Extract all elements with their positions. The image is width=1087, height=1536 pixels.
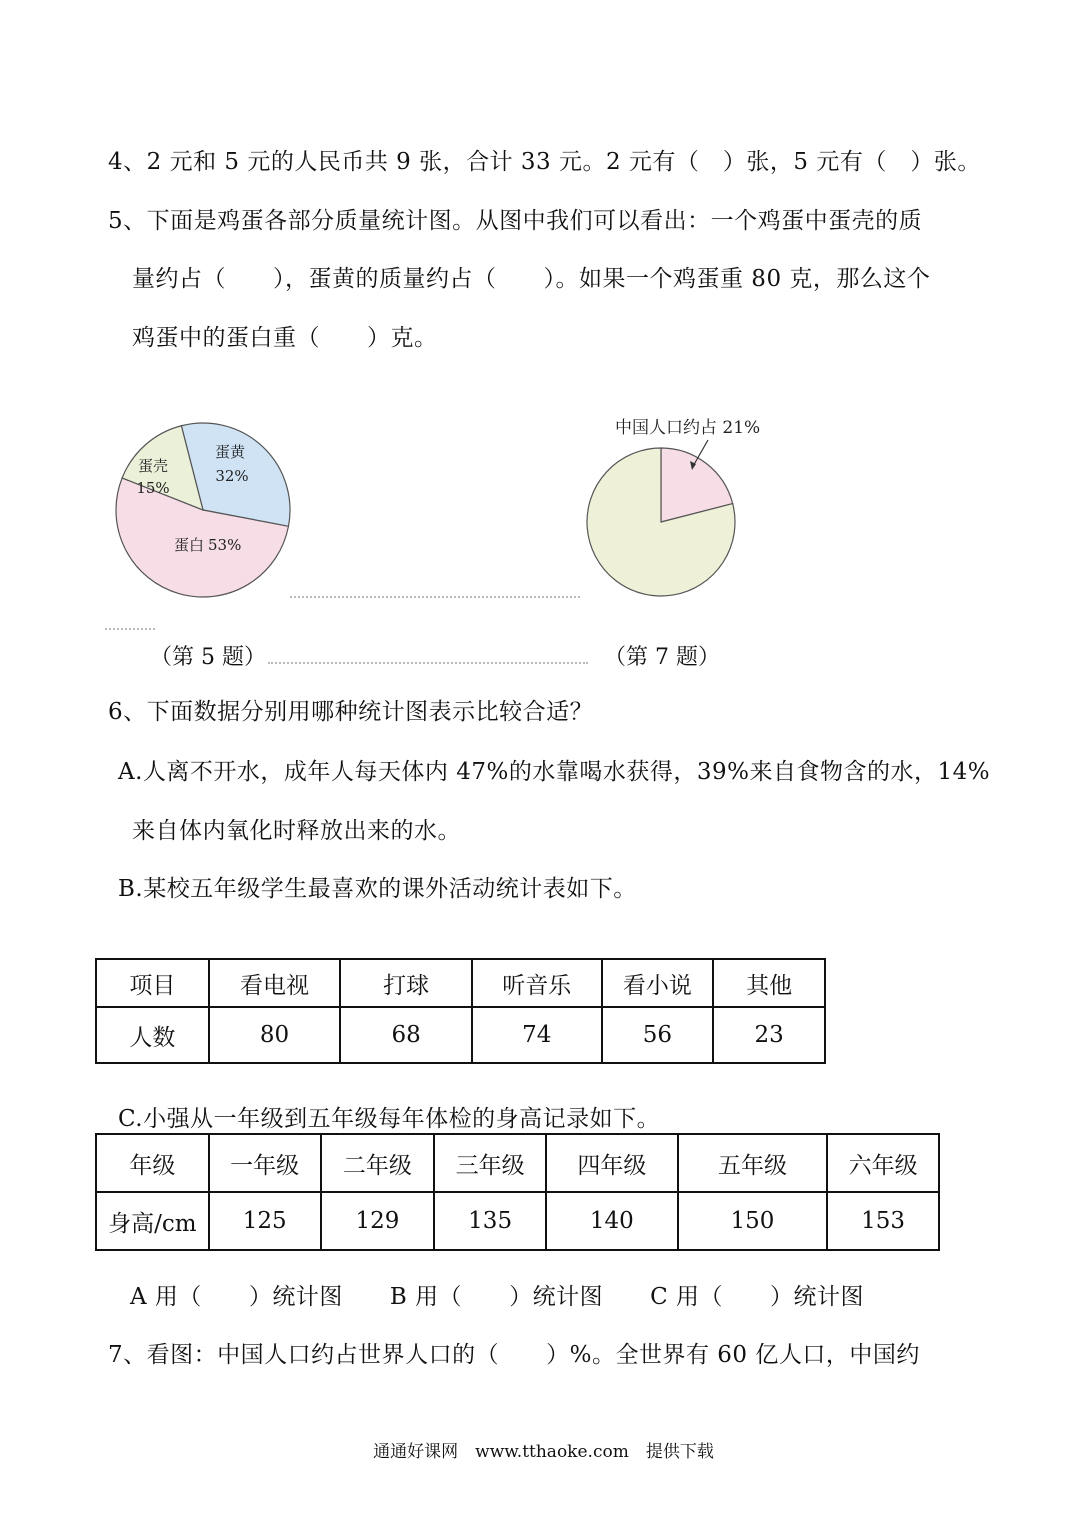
figure-caption-q7: （第 7 题） [604,645,720,670]
table-cell: 135 [434,1192,546,1250]
table-row-label: 身高/cm [96,1192,209,1250]
question-6-b: B.某校五年级学生最喜欢的课外活动统计表如下。 [118,876,637,902]
question-6-a-line-2: 来自体内氧化时释放出来的水。 [132,818,461,844]
table-header-cell: 项目 [96,959,209,1007]
table-header-cell: 三年级 [434,1134,546,1192]
activity-table [95,958,826,1064]
question-6-a-line-1: A.人离不开水，成年人每天体内 47%的水靠喝水获得，39%来自食物含的水，14% [118,759,991,785]
table-row [96,1007,825,1063]
table-cell: 125 [209,1192,321,1250]
table-header-row [96,959,825,1007]
table-header-cell: 五年级 [678,1134,828,1192]
table-cell: 80 [209,1007,341,1063]
question-5-line-3: 鸡蛋中的蛋白重（ ）克。 [132,325,438,351]
table-header-cell: 看小说 [602,959,714,1007]
table-cell: 150 [678,1192,828,1250]
footer-text: 通通好课网 www.tthaoke.com 提供下载 [373,1442,714,1462]
egg-pie-slices [116,423,290,597]
table-cell: 153 [827,1192,939,1250]
table-header-cell: 其他 [713,959,825,1007]
question-7: 7、看图：中国人口约占世界人口的（ ）%。全世界有 60 亿人口，中国约 [108,1342,920,1368]
china-population-pie-chart [580,408,820,608]
table-header-cell: 四年级 [546,1134,678,1192]
table-header-cell: 六年级 [827,1134,939,1192]
table-header-cell: 打球 [340,959,472,1007]
table-header-cell: 看电视 [209,959,341,1007]
question-5-line-2: 量约占（ ），蛋黄的质量约占（ ）。如果一个鸡蛋重 80 克，那么这个 [132,266,931,292]
question-6: 6、下面数据分别用哪种统计图表示比较合适？ [108,699,594,725]
question-6-c: C.小强从一年级到五年级每年体检的身高记录如下。 [118,1106,661,1132]
table-row-label: 人数 [96,1007,209,1063]
table-header-row [96,1134,939,1192]
dotted-leader [105,628,155,630]
table-cell: 56 [602,1007,714,1063]
dotted-leader [268,662,588,664]
egg-shell-label: 蛋壳 [137,457,169,475]
question-4: 4、2 元和 5 元的人民币共 9 张，合计 33 元。2 元有（ ）张，5 元有（ ）张。 [108,149,981,175]
population-annotation: 中国人口约占 21% [615,418,761,438]
table-row [96,1192,939,1250]
table-cell: 74 [472,1007,602,1063]
egg-white-label: 蛋白 [173,536,204,554]
table-cell: 23 [713,1007,825,1063]
table-header-cell: 一年级 [209,1134,321,1192]
egg-composition-pie-chart [100,410,310,600]
egg-yolk-label: 蛋黄 [214,443,246,461]
table-header-cell: 听音乐 [472,959,602,1007]
table-cell: 68 [340,1007,472,1063]
figure-caption-q5: （第 5 题） [150,645,266,670]
egg-shell-percent: 15% [136,479,170,497]
table-cell: 129 [321,1192,435,1250]
question-5-line-1: 5、下面是鸡蛋各部分质量统计图。从图中我们可以看出：一个鸡蛋中蛋壳的质 [108,208,923,234]
table-header-cell: 二年级 [321,1134,435,1192]
egg-yolk-percent: 32% [215,467,249,485]
height-table [95,1133,940,1251]
dotted-leader [290,596,580,598]
table-header-cell: 年级 [96,1134,209,1192]
answer-line: A 用（ ）统计图 B 用（ ）统计图 C 用（ ）统计图 [130,1284,865,1310]
table-cell: 140 [546,1192,678,1250]
egg-white-percent: 53% [208,536,242,554]
population-pie-slices [587,448,735,596]
